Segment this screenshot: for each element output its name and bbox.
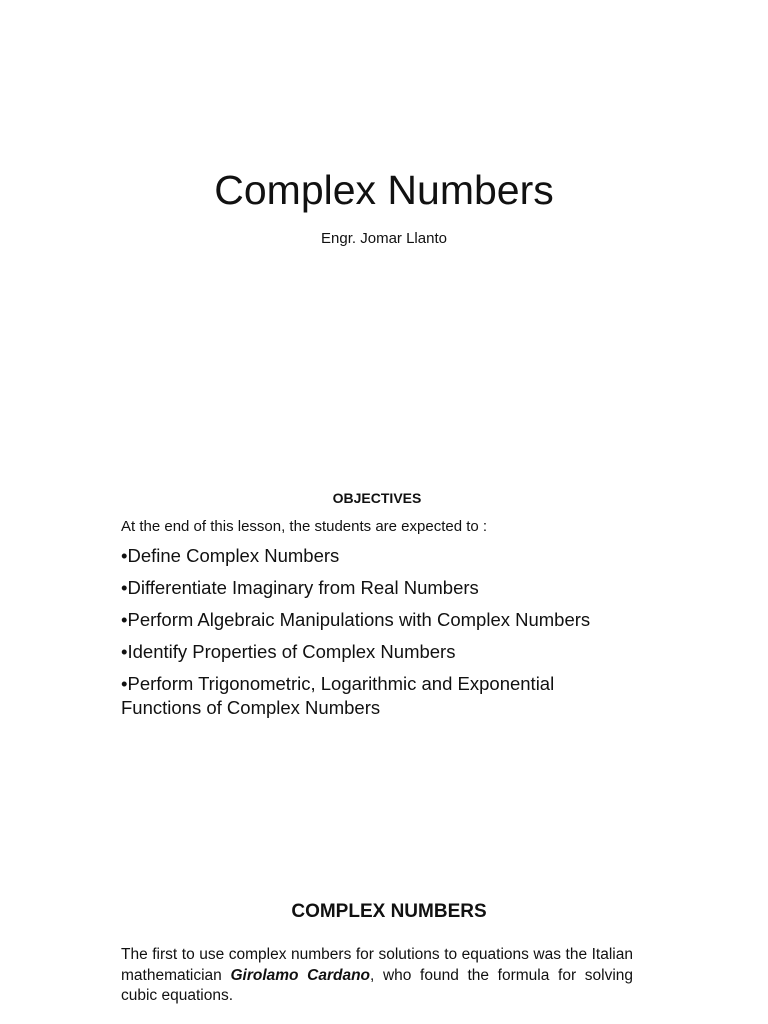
objectives-list: [121, 544, 621, 728]
objective-item: •Perform Trigonometric, Logarithmic and Exponential Functions of Complex Numbers: [121, 673, 555, 718]
objective-item: •Differentiate Imaginary from Real Numbers: [121, 577, 479, 598]
objective-item: •Define Complex Numbers: [121, 545, 340, 566]
objectives-heading: OBJECTIVES: [332, 490, 422, 506]
paragraph-text-end: , who found the formula for solving cubic equations.: [121, 966, 634, 1004]
paragraph-text-start: The first to use complex numbers for solutions to equations was the Italian mathematician: [121, 946, 633, 984]
objectives-intro: At the end of this lesson, the students are expected to :: [121, 518, 488, 535]
objective-item: •Identify Properties of Complex Numbers: [121, 641, 456, 662]
objective-item: •Perform Algebraic Manipulations with Complex Numbers: [121, 609, 591, 630]
intro-paragraph: [121, 945, 633, 1007]
author-name: Engr. Jomar Llanto: [321, 230, 447, 247]
page-title: Complex Numbers: [214, 167, 554, 213]
section-heading: COMPLEX NUMBERS: [291, 901, 487, 922]
mathematician-name: Girolamo Cardano: [230, 966, 371, 984]
